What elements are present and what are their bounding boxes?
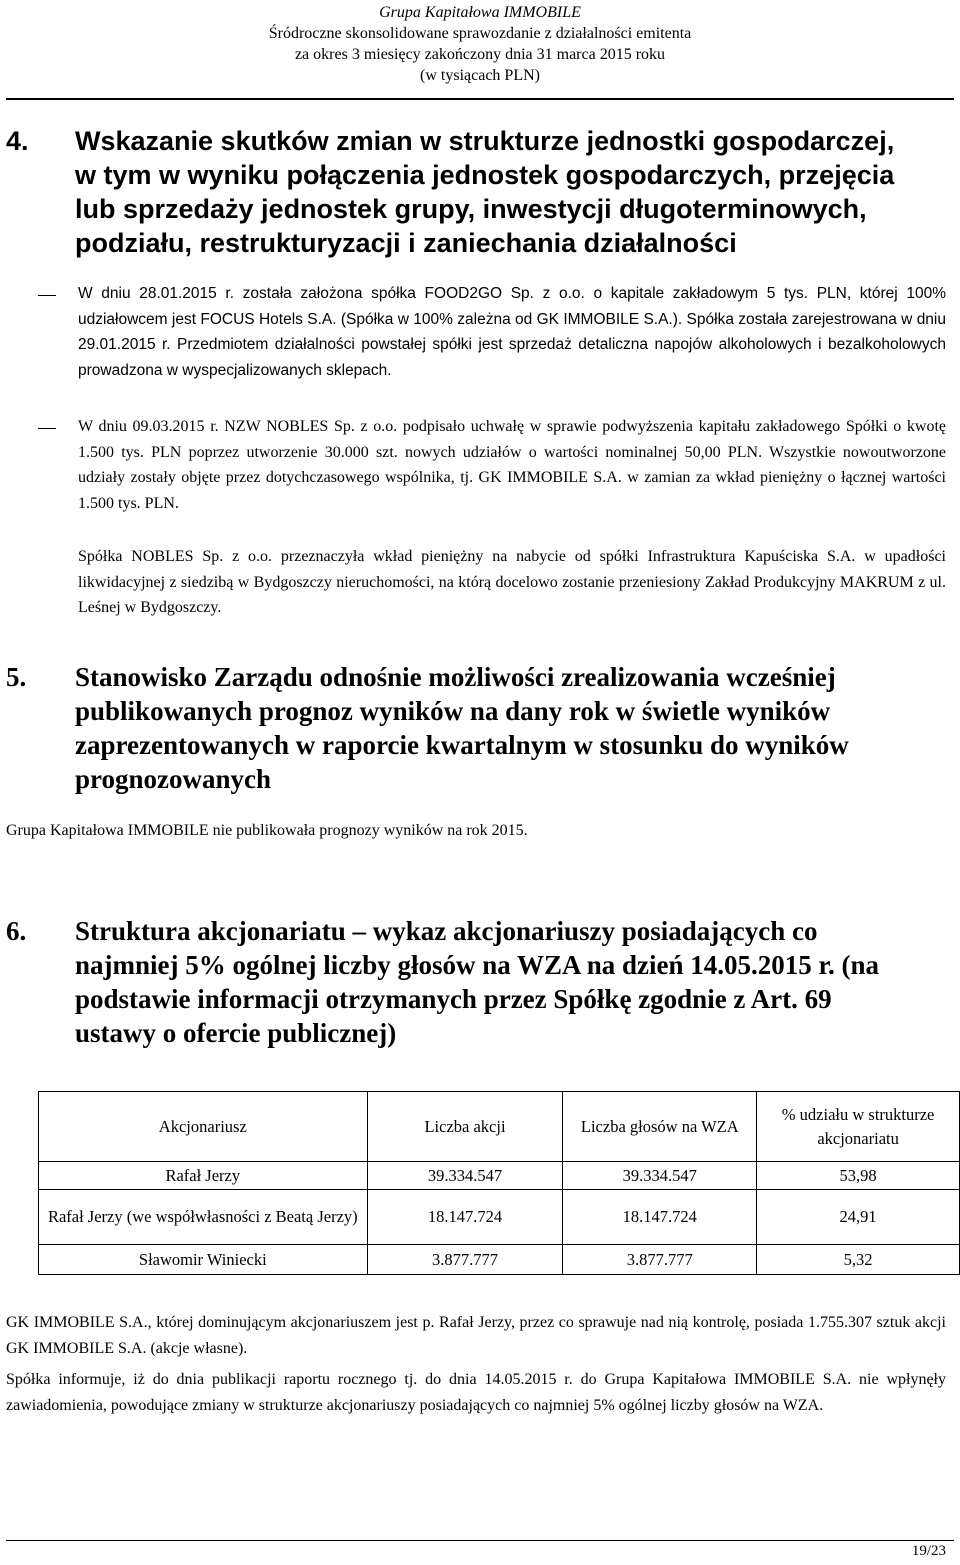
header-divider (6, 98, 954, 100)
table-cell: 39.334.547 (563, 1162, 757, 1190)
item-2-text: W dniu 09.03.2015 r. NZW NOBLES Sp. z o.o. podpisało uchwałę w sprawie podwyższenia kapitału zakładowego Spółki o kwotę 1.500 tys. PLN poprzez utworzenie 30.000 szt. nowych udziałów o wartości nominalnej 50,00 PLN. Wszystkie nowoutworzone udziały zostały objęte przez dotychczasowego wspólnika, tj. GK IMMOBILE S.A. w zamian za wkład pieniężny o łącznej wartości 1.500 tys. PLN. (78, 418, 946, 512)
footer-divider (6, 1540, 954, 1541)
column-header: Liczba akcji (367, 1092, 563, 1162)
table-cell: Sławomir Winiecki (39, 1245, 368, 1275)
section-4-title: Wskazanie skutków zmian w strukturze jednostki gospodarczej, w tym w wyniku połączenia jednostek gospodarczych, przejęcia lub sprzedaży jednostek grupy, inwestycji długoterminowych, podziału, restrukturyzacji i zaniechania działalności (75, 126, 895, 258)
section-5-body: Grupa Kapitałowa IMMOBILE nie publikowała prognozy wyników na rok 2015. (6, 822, 528, 839)
table-row (39, 1190, 960, 1245)
section-4-number: 4. (6, 126, 29, 156)
column-header: % udziału w strukturze akcjonariatu (757, 1092, 960, 1162)
table-cell: Rafał Jerzy (we współwłasności z Beatą Jerzy) (39, 1190, 368, 1245)
shareholders-table (38, 1091, 960, 1275)
table-cell: 53,98 (757, 1162, 960, 1190)
section-6-heading (6, 914, 911, 1050)
header-currency-note: (w tysiącach PLN) (420, 67, 540, 84)
table-cell: 39.334.547 (367, 1162, 563, 1190)
section-5-heading (6, 660, 911, 796)
table-row (39, 1162, 960, 1190)
header-period: za okres 3 miesięcy zakończony dnia 31 marca 2015 roku (294, 46, 666, 63)
table-header-row (39, 1092, 960, 1162)
table-cell: 3.877.777 (367, 1245, 563, 1275)
item-2-continuation: Spółka NOBLES Sp. z o.o. przeznaczyła wkład pieniężny na nabycie od spółki Infrastruktura Kapuściska S.A. w upadłości likwidacyjnej z siedzibą w Bydgoszczy nieruchomości, na którą docelowo zostanie przeniesiony Zakład Produkcyjny MAKRUM z ul. Leśnej w Bydgoszczy. (78, 548, 946, 616)
header-group-name: Grupa Kapitałowa IMMOBILE (379, 4, 581, 21)
section-5-number: 5. (6, 662, 27, 692)
table-cell: 18.147.724 (563, 1190, 757, 1245)
dash-bullet-icon (38, 428, 56, 429)
table-cell: 3.877.777 (563, 1245, 757, 1275)
section-6-title: Struktura akcjonariatu – wykaz akcjonariuszy posiadających co najmniej 5% ogólnej liczby głosów na WZA na dzień 14.05.2015 r. (na podstawie informacji otrzymanych przez Spółkę zgodnie z Art. 69 ustawy o ofercie publicznej) (75, 916, 880, 1048)
table-cell: 5,32 (757, 1245, 960, 1275)
column-header: Akcjonariusz (39, 1092, 368, 1162)
section-6-number: 6. (6, 916, 27, 946)
section-5-title: Stanowisko Zarządu odnośnie możliwości zrealizowania wcześniej publikowanych prognoz wyników na dany rok w świetle wyników zaprezentowanych w raporcie kwartalnym w stosunku do wyników prognozowanych (75, 662, 849, 794)
table-row (39, 1245, 960, 1275)
dash-bullet-icon (38, 295, 56, 296)
section-4-heading (6, 124, 896, 260)
table-cell: 24,91 (757, 1190, 960, 1245)
header-report-title: Śródroczne skonsolidowane sprawozdanie z działalności emitenta (268, 25, 692, 42)
page-header (0, 2, 960, 86)
item-1-text: W dniu 28.01.2015 r. została założona spółka FOOD2GO Sp. z o.o. o kapitale zakładowym 5 tys. PLN, której 100% udziałowcem jest FOCUS Hotels S.A. (Spółka w 100% zależna od GK IMMOBILE S.A.). Spółka została zarejestrowana w dniu 29.01.2015 r. Przedmiotem działalności powstałej spółki jest sprzedaż detaliczna napojów alkoholowych i bezalkoholowych prowadzona w wyspecjalizowanych sklepach. (78, 285, 946, 379)
column-header: Liczba głosów na WZA (563, 1092, 757, 1162)
page-number: 19/23 (911, 1543, 946, 1559)
table-cell: 18.147.724 (367, 1190, 563, 1245)
section-6-note-ownership: GK IMMOBILE S.A., której dominującym akcjonariuszem jest p. Rafał Jerzy, przez co sprawuje nad nią kontrolę, posiada 1.755.307 sztuk akcji GK IMMOBILE S.A. (akcje własne). (6, 1314, 946, 1357)
section-6-note-notifications: Spółka informuje, iż do dnia publikacji raportu rocznego tj. do dnia 14.05.2015 r. do Grupa Kapitałowa IMMOBILE S.A. nie wpłynęły zawiadomienia, powodujące zmiany w strukturze akcjonariuszy posiadających co najmniej 5% ogólnej liczby głosów na WZA. (6, 1371, 946, 1414)
table-cell: Rafał Jerzy (39, 1162, 368, 1190)
